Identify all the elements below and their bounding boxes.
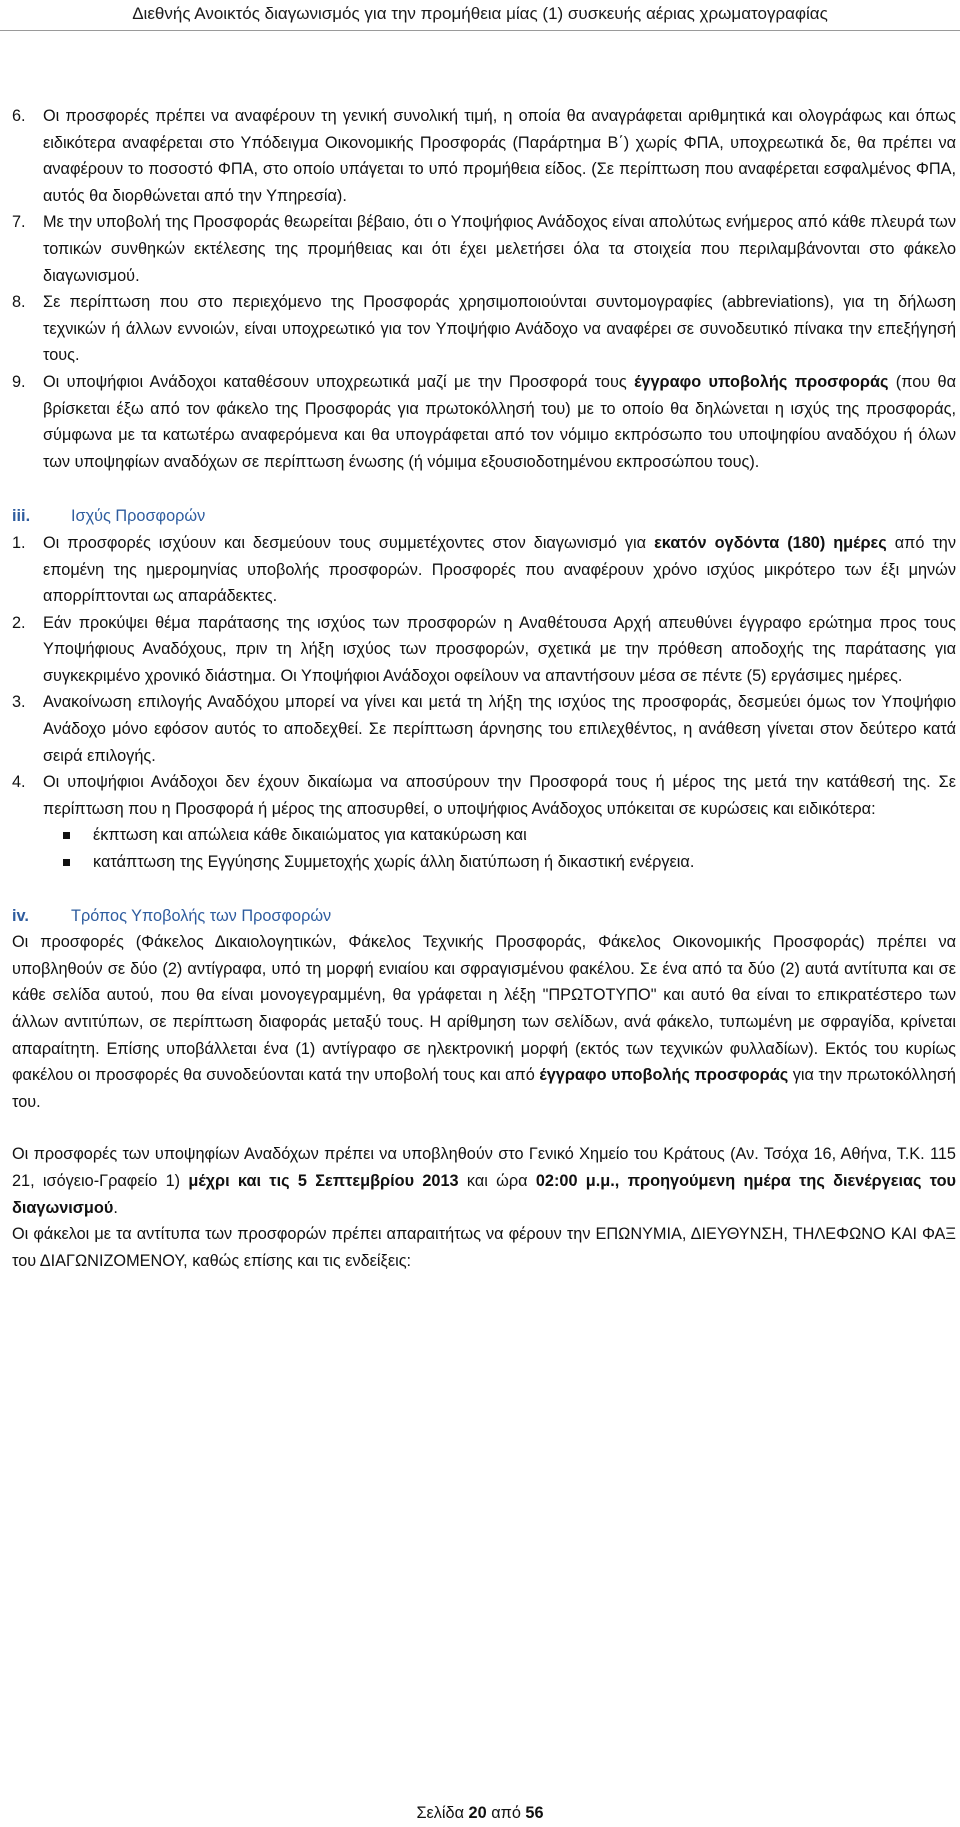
list-item [12, 369, 956, 475]
bullet-text: κατάπτωση της Εγγύησης Συμμετοχής χωρίς άλλη διατύπωση ή δικαστική ενέργεια. [93, 853, 695, 872]
paragraph-text: . [113, 1198, 118, 1217]
item-number: 1. [12, 533, 26, 552]
list-item [12, 209, 956, 289]
item-text: Οι υποψήφιοι Ανάδοχοι καταθέσουν υποχρεωτικά μαζί με την Προσφορά τους [43, 372, 635, 391]
paragraph [12, 929, 956, 1115]
list-item [12, 769, 956, 875]
section-number: iv. [12, 906, 29, 925]
item-text: Οι προσφορές ισχύουν και δεσμεύουν τους συμμετέχοντες στον διαγωνισμό για [43, 533, 655, 552]
bold-phrase: έγγραφο υποβολής προσφοράς [634, 372, 889, 391]
list-item [12, 610, 956, 690]
deadline-time: 02:00 μ.μ., προηγούμενη ημέρα της διενέργειας του διαγωνισμού [12, 1171, 956, 1217]
item-number: 9. [12, 372, 26, 391]
item-text: Εάν προκύψει θέμα παράτασης της ισχύος των προσφορών η Αναθέτουσα Αρχή απευθύνει έγγραφο ερώτημα προς τους Υποψήφιους Αναδόχους, πριν τη λήξη ισχύος των προσφορών, σχετικά με την πρόθεση αποδοχής της παράτασης για συγκεκριμένο χρονικό διάστημα. Οι Υποψήφιοι Ανάδοχοι οφείλουν να απαντήσουν μέσα σε πέντε (5) εργάσιμες ημέρες. [43, 613, 956, 685]
item-text: Οι προσφορές πρέπει να αναφέρουν τη γενική συνολική τιμή, η οποία θα αναγράφεται αριθμητικά και ολογράφως και όπως ειδικότερα αναφέρεται στο Υπόδειγμα Οικονομικής Προσφοράς (Παράρτημα Β΄) χωρίς ΦΠΑ, υποχρεωτικά δε, θα πρέπει να αναφέρουν το ποσοστό ΦΠΑ, στο οποίο υπάγεται το υπό προμήθεια είδος. (Σε περίπτωση που αναφέρεται εσφαλμένος ΦΠΑ, αυτός θα διορθώνεται από την Υπηρεσία). [43, 107, 956, 205]
submission-requirements-list [12, 103, 956, 475]
item-number: 4. [12, 773, 26, 792]
page-number: 20 [468, 1804, 487, 1822]
item-number: 3. [12, 693, 26, 712]
bold-phrase: εκατόν ογδόντα (180) ημέρες [654, 533, 887, 552]
validity-list [12, 530, 956, 876]
bullet-item [43, 849, 956, 876]
page-footer [0, 1803, 960, 1823]
item-text: Οι υποψήφιοι Ανάδοχοι δεν έχουν δικαίωμα να αποσύρουν την Προσφορά τους ή μέρος της μετά την κατάθεσή της. Σε περίπτωση που η Προσφορά ή μέρος της αποσυρθεί, ο υποψήφιος Ανάδοχος υπόκειται σε κυρώσεις και ειδικότερα: [43, 773, 956, 818]
list-item [12, 289, 956, 369]
page-of: από [491, 1804, 521, 1822]
item-text: (που θα βρίσκεται έξω από τον φάκελο της Προσφοράς για πρωτοκόλλησή του) με το οποίο θα δηλώνεται η ισχύς της προσφοράς, σύμφωνα με τα κατωτέρω αναφερόμενα και θα υπογράφεται από τον νόμιμο εκπρόσωπο του υποψηφίου αναδόχου ή όλων των υποψηφίων αναδόχων σε περίπτωση ένωσης (ή νόμιμα εξουσιοδοτημένου εκπροσώπου τους). [43, 372, 956, 471]
running-header [0, 0, 960, 31]
page-content [12, 103, 956, 1274]
section-title: Τρόπος Υποβολής των Προσφορών [71, 906, 332, 925]
paragraph-text: για την πρωτοκόλλησή του. [12, 1066, 956, 1111]
document-title: Διεθνής Ανοικτός διαγωνισμός για την προμήθεια μίας (1) συσκευής αέριας χρωματογραφίας [132, 4, 828, 23]
sanctions-list [43, 822, 956, 875]
item-number: 8. [12, 293, 26, 312]
item-text: Ανακοίνωση επιλογής Αναδόχου μπορεί να γίνει και μετά τη λήξη της ισχύος της προσφοράς, δεσμεύει όμως τον Υποψήφιο Ανάδοχο μόνο εφόσον αυτός το αποδεχθεί. Σε περίπτωση άρνησης του επιλεχθέντος, η ανάθεση γίνεται στον δεύτερο κατά σειρά επιλογής. [43, 693, 956, 765]
list-item [12, 103, 956, 209]
deadline-date: μέχρι και τις 5 Σεπτεμβρίου 2013 [188, 1171, 459, 1190]
item-text: Σε περίπτωση που στο περιεχόμενο της Προσφοράς χρησιμοποιούνται συντομογραφίες (abbreviations), για τη δήλωση τεχνικών ή άλλων εννοιών, είναι υποχρεωτικό για τον Υποψήφιο Ανάδοχο να αναφέρει σε συνοδευτικό πίνακα την επεξήγησή τους. [43, 293, 956, 365]
paragraph-text: Οι προσφορές (Φάκελος Δικαιολογητικών, Φάκελος Τεχνικής Προσφοράς, Φάκελος Οικονομικής Προσφοράς) πρέπει να υποβληθούν σε δύο (2) αντίγραφα, υπό τη μορφή ενιαίου και σφραγισμένου φακέλου. Σε ένα από τα δύο (2) αυτά αντίτυπα και σε κάθε σελίδα αυτού, που θα είναι μονογεγραμμένη, θα γράφεται η λέξη "ΠΡΩΤΟΤΥΠΟ" και αυτό θα είναι το επικρατέστερο των άλλων αντιτύπων, σε περίπτωση διαφοράς μεταξύ τους. Η αρίθμηση των σελίδων, ανά φάκελο, τυπωμένη με σφραγίδα, κρίνεται απαραίτητη. Επίσης υποβάλλεται ένα (1) αντίγραφο σε ηλεκτρονική μορφή (εκτός των τεχνικών φυλλαδίων). Εκτός του κυρίως φακέλου οι προσφορές θα συνοδεύονται κατά την υποβολή τους και από [12, 933, 956, 1085]
section-number: iii. [12, 507, 31, 526]
item-number: 7. [12, 213, 26, 232]
list-item [12, 689, 956, 769]
paragraph-text: Οι προσφορές των υποψηφίων Αναδόχων πρέπει να υποβληθούν στο Γενικό Χημείο του Κράτους (Αν. Τσόχα 16, Αθήνα, Τ.Κ. 115 21, ισόγειο-Γραφείο 1) [12, 1145, 956, 1190]
item-number: 6. [12, 107, 26, 125]
paragraph [12, 1221, 956, 1274]
bullet-item [43, 822, 956, 849]
section-heading-submission [12, 903, 956, 930]
paragraph-text: Οι φάκελοι με τα αντίτυπα των προσφορών πρέπει απαραιτήτως να φέρουν την ΕΠΩΝΥΜΙΑ, ΔΙΕΥΘΥΝΣΗ, ΤΗΛΕΦΩΝΟ ΚΑΙ ΦΑΞ του ΔΙΑΓΩΝΙΖΟΜΕΝΟΥ, καθώς επίσης και τις ενδείξεις: [12, 1225, 956, 1270]
item-number: 2. [12, 613, 26, 632]
page-label: Σελίδα [416, 1804, 464, 1822]
item-text: Με την υποβολή της Προσφοράς θεωρείται βέβαιο, ότι ο Υποψήφιος Ανάδοχος είναι απολύτως ενήμερος από κάθε πλευρά των τοπικών συνθηκών εκτέλεσης της προμήθειας και ότι έχει μελετήσει όλα τα στοιχεία που περιλαμβάνονται στο φάκελο διαγωνισμού. [43, 213, 956, 285]
square-bullet-icon [63, 859, 70, 866]
bold-phrase: έγγραφο υποβολής προσφοράς [539, 1066, 789, 1085]
list-item [12, 530, 956, 610]
section-title: Ισχύς Προσφορών [71, 507, 206, 526]
bullet-text: έκπτωση και απώλεια κάθε δικαιώματος για κατακύρωση και [93, 826, 527, 845]
square-bullet-icon [63, 832, 70, 839]
paragraph-text: και ώρα [458, 1171, 536, 1190]
section-heading-validity [12, 503, 956, 530]
item-text: από την επομένη της ημερομηνίας υποβολής προσφορών. Προσφορές που αναφέρουν χρόνο ισχύος μικρότερο των έξι μηνών απορρίπτονται ως απαράδεκτες. [43, 533, 956, 606]
page-total: 56 [525, 1804, 544, 1822]
paragraph [12, 1141, 956, 1221]
